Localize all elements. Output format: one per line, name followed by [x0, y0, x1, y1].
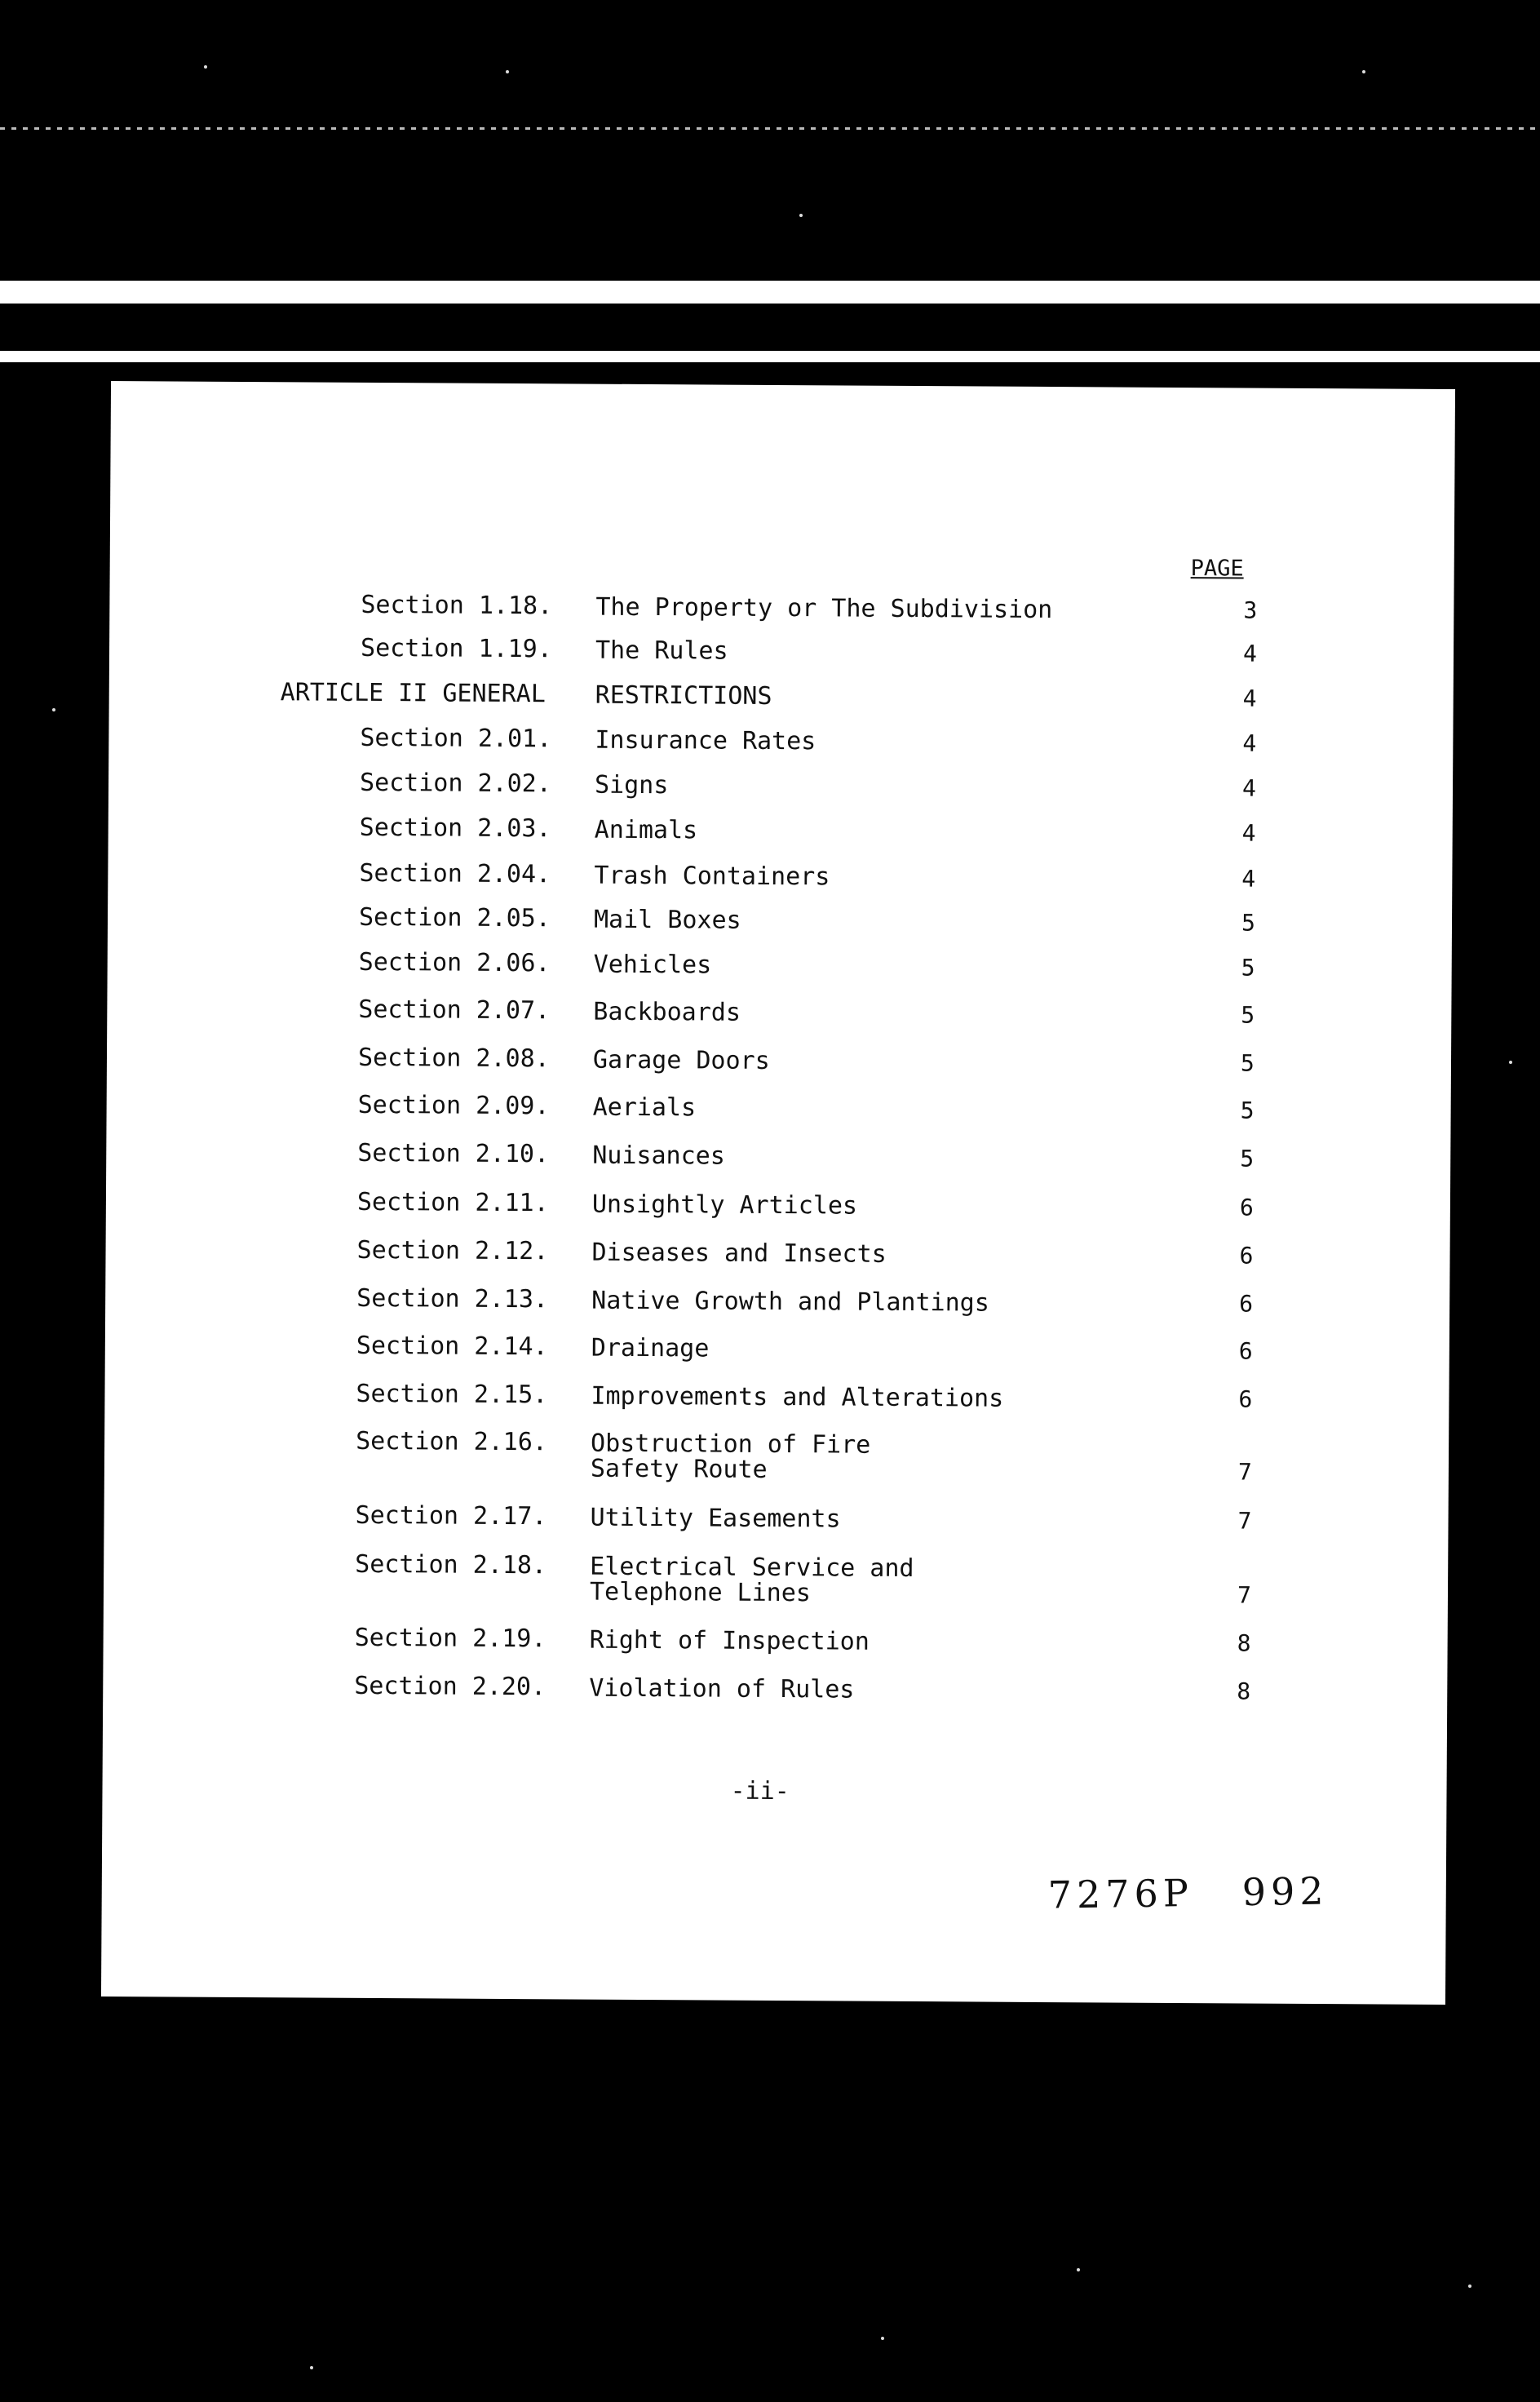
stamp-book: 7276P [1047, 1870, 1194, 1917]
toc-section-title: Signs [594, 770, 669, 800]
toc-section-number: Section 2.20. [354, 1671, 547, 1702]
toc-section-title: Electrical Service and Telephone Lines [589, 1552, 914, 1608]
toc-entry [107, 1043, 1451, 1077]
toc-page-number: 6 [1238, 1337, 1253, 1365]
toc-page-number: 7 [1237, 1458, 1252, 1486]
toc-section-number: Section 2.10. [357, 1138, 550, 1169]
toc-page-number: 4 [1242, 729, 1257, 757]
toc-entry [108, 768, 1453, 802]
toc-entry [105, 1331, 1449, 1365]
scan-speck [799, 214, 803, 217]
toc-section-title: Native Growth and Plantings [591, 1286, 989, 1318]
scan-dash-line [0, 127, 1540, 130]
scan-strip-lower [0, 351, 1540, 362]
toc-section-number: Section 2.04. [359, 858, 551, 889]
toc-page-number: 5 [1241, 954, 1255, 982]
toc-section-number: Section 2.08. [357, 1043, 550, 1074]
toc-section-title: Nuisances [592, 1141, 725, 1171]
toc-section-number: Section 2.18. [355, 1549, 547, 1580]
toc-section-title: Obstruction of Fire Safety Route [590, 1429, 871, 1484]
page-number: -ii- [730, 1776, 790, 1806]
article-heading-row [109, 678, 1454, 712]
toc-page-number: 5 [1240, 1049, 1255, 1077]
toc-entry [106, 1235, 1450, 1270]
toc-page-number: 4 [1242, 685, 1257, 712]
recording-stamp [1047, 1869, 1329, 1917]
toc-section-title: Garage Doors [592, 1045, 770, 1075]
toc-section-title: RESTRICTIONS [595, 680, 772, 711]
toc-section-title: Drainage [591, 1333, 710, 1363]
scan-speck [1362, 70, 1365, 73]
toc-section-number: Section 2.13. [356, 1283, 549, 1314]
page-column-header: PAGE [1190, 556, 1244, 582]
toc-entry [109, 633, 1454, 667]
toc-page-number: 4 [1241, 865, 1256, 893]
toc-page-number: 6 [1239, 1290, 1254, 1318]
toc-page-number: 6 [1239, 1194, 1254, 1221]
toc-section-number: Section 2.09. [357, 1090, 550, 1121]
toc-section-title: Right of Inspection [589, 1625, 870, 1656]
toc-page-number: 5 [1241, 1001, 1255, 1029]
toc-section-title: Trash Containers [594, 861, 830, 892]
toc-entry [104, 1623, 1448, 1657]
toc-section-title: Vehicles [593, 950, 712, 980]
scan-strip-top [0, 281, 1540, 304]
toc-entry [104, 1500, 1449, 1535]
toc-section-number: Section 2.14. [356, 1331, 548, 1362]
toc-page-number: 7 [1237, 1507, 1252, 1535]
toc-page-number: 4 [1242, 640, 1258, 667]
toc-entry [105, 1283, 1449, 1318]
toc-section-number: Section 2.12. [356, 1235, 549, 1266]
toc-section-number: Section 2.15. [356, 1379, 548, 1410]
toc-entry [108, 813, 1453, 847]
toc-page-number: 4 [1241, 819, 1256, 847]
toc-section-number: Section 2.19. [354, 1623, 547, 1654]
toc-section-title: Unsightly Articles [591, 1190, 858, 1221]
toc-section-title: Animals [594, 815, 698, 845]
scan-speck [204, 65, 207, 69]
toc-page-number: 6 [1238, 1385, 1253, 1413]
toc-entry [107, 1090, 1451, 1124]
document-page [101, 381, 1455, 2005]
toc-entry [109, 590, 1454, 625]
toc-section-title: Aerials [592, 1092, 697, 1123]
toc-page-number: 5 [1241, 909, 1255, 937]
toc-page-number: 5 [1240, 1145, 1255, 1172]
scan-speck [1509, 1061, 1512, 1064]
toc-section-number: ARTICLE II GENERAL [280, 678, 546, 709]
toc-section-title: The Property or The Subdivision [595, 592, 1053, 625]
table-of-contents [101, 381, 1455, 2005]
toc-entry [103, 1671, 1447, 1705]
toc-section-number: Section 2.11. [356, 1187, 549, 1218]
toc-entry [106, 1187, 1450, 1221]
toc-section-number: Section 1.18. [361, 590, 553, 621]
toc-section-number: Section 2.17. [355, 1500, 547, 1531]
toc-section-title: The Rules [595, 636, 728, 666]
toc-entry [108, 858, 1452, 893]
toc-entry [104, 1426, 1449, 1486]
toc-entry [104, 1549, 1448, 1609]
scan-speck [310, 2366, 313, 2369]
toc-section-number: Section 1.19. [360, 633, 552, 664]
toc-section-number: Section 2.07. [358, 995, 551, 1026]
toc-page-number: 5 [1240, 1097, 1255, 1124]
stamp-page: 992 [1241, 1868, 1329, 1915]
toc-section-number: Section 2.06. [358, 947, 551, 978]
toc-section-title: Mail Boxes [593, 905, 741, 935]
toc-section-number: Section 2.16. [356, 1426, 548, 1457]
toc-section-title: Violation of Rules [589, 1673, 855, 1704]
toc-section-title: Improvements and Alterations [591, 1381, 1004, 1413]
scan-speck [1077, 2268, 1080, 2271]
toc-page-number: 3 [1243, 596, 1258, 624]
toc-entry [108, 902, 1452, 937]
toc-section-title: Diseases and Insects [591, 1238, 887, 1269]
toc-section-number: Section 2.01. [360, 723, 552, 754]
toc-entry [106, 1138, 1450, 1172]
toc-entry [108, 947, 1452, 982]
toc-page-number: 7 [1237, 1581, 1251, 1609]
toc-entry [107, 995, 1451, 1029]
toc-section-title: Backboards [593, 997, 741, 1027]
scan-speck [52, 708, 55, 711]
toc-section-number: Section 2.03. [359, 813, 551, 844]
scan-speck [1468, 2285, 1471, 2288]
toc-section-number: Section 2.02. [359, 768, 551, 799]
toc-entry [105, 1379, 1449, 1413]
toc-section-title: Utility Easements [590, 1503, 841, 1534]
toc-section-number: Section 2.05. [358, 902, 551, 933]
toc-entry [108, 723, 1453, 757]
toc-page-number: 8 [1237, 1629, 1251, 1657]
toc-page-number: 8 [1237, 1677, 1251, 1705]
toc-page-number: 4 [1241, 774, 1257, 802]
scan-speck [506, 70, 509, 73]
toc-page-number: 6 [1239, 1242, 1254, 1270]
toc-section-title: Insurance Rates [595, 725, 816, 756]
scan-speck [881, 2337, 884, 2340]
